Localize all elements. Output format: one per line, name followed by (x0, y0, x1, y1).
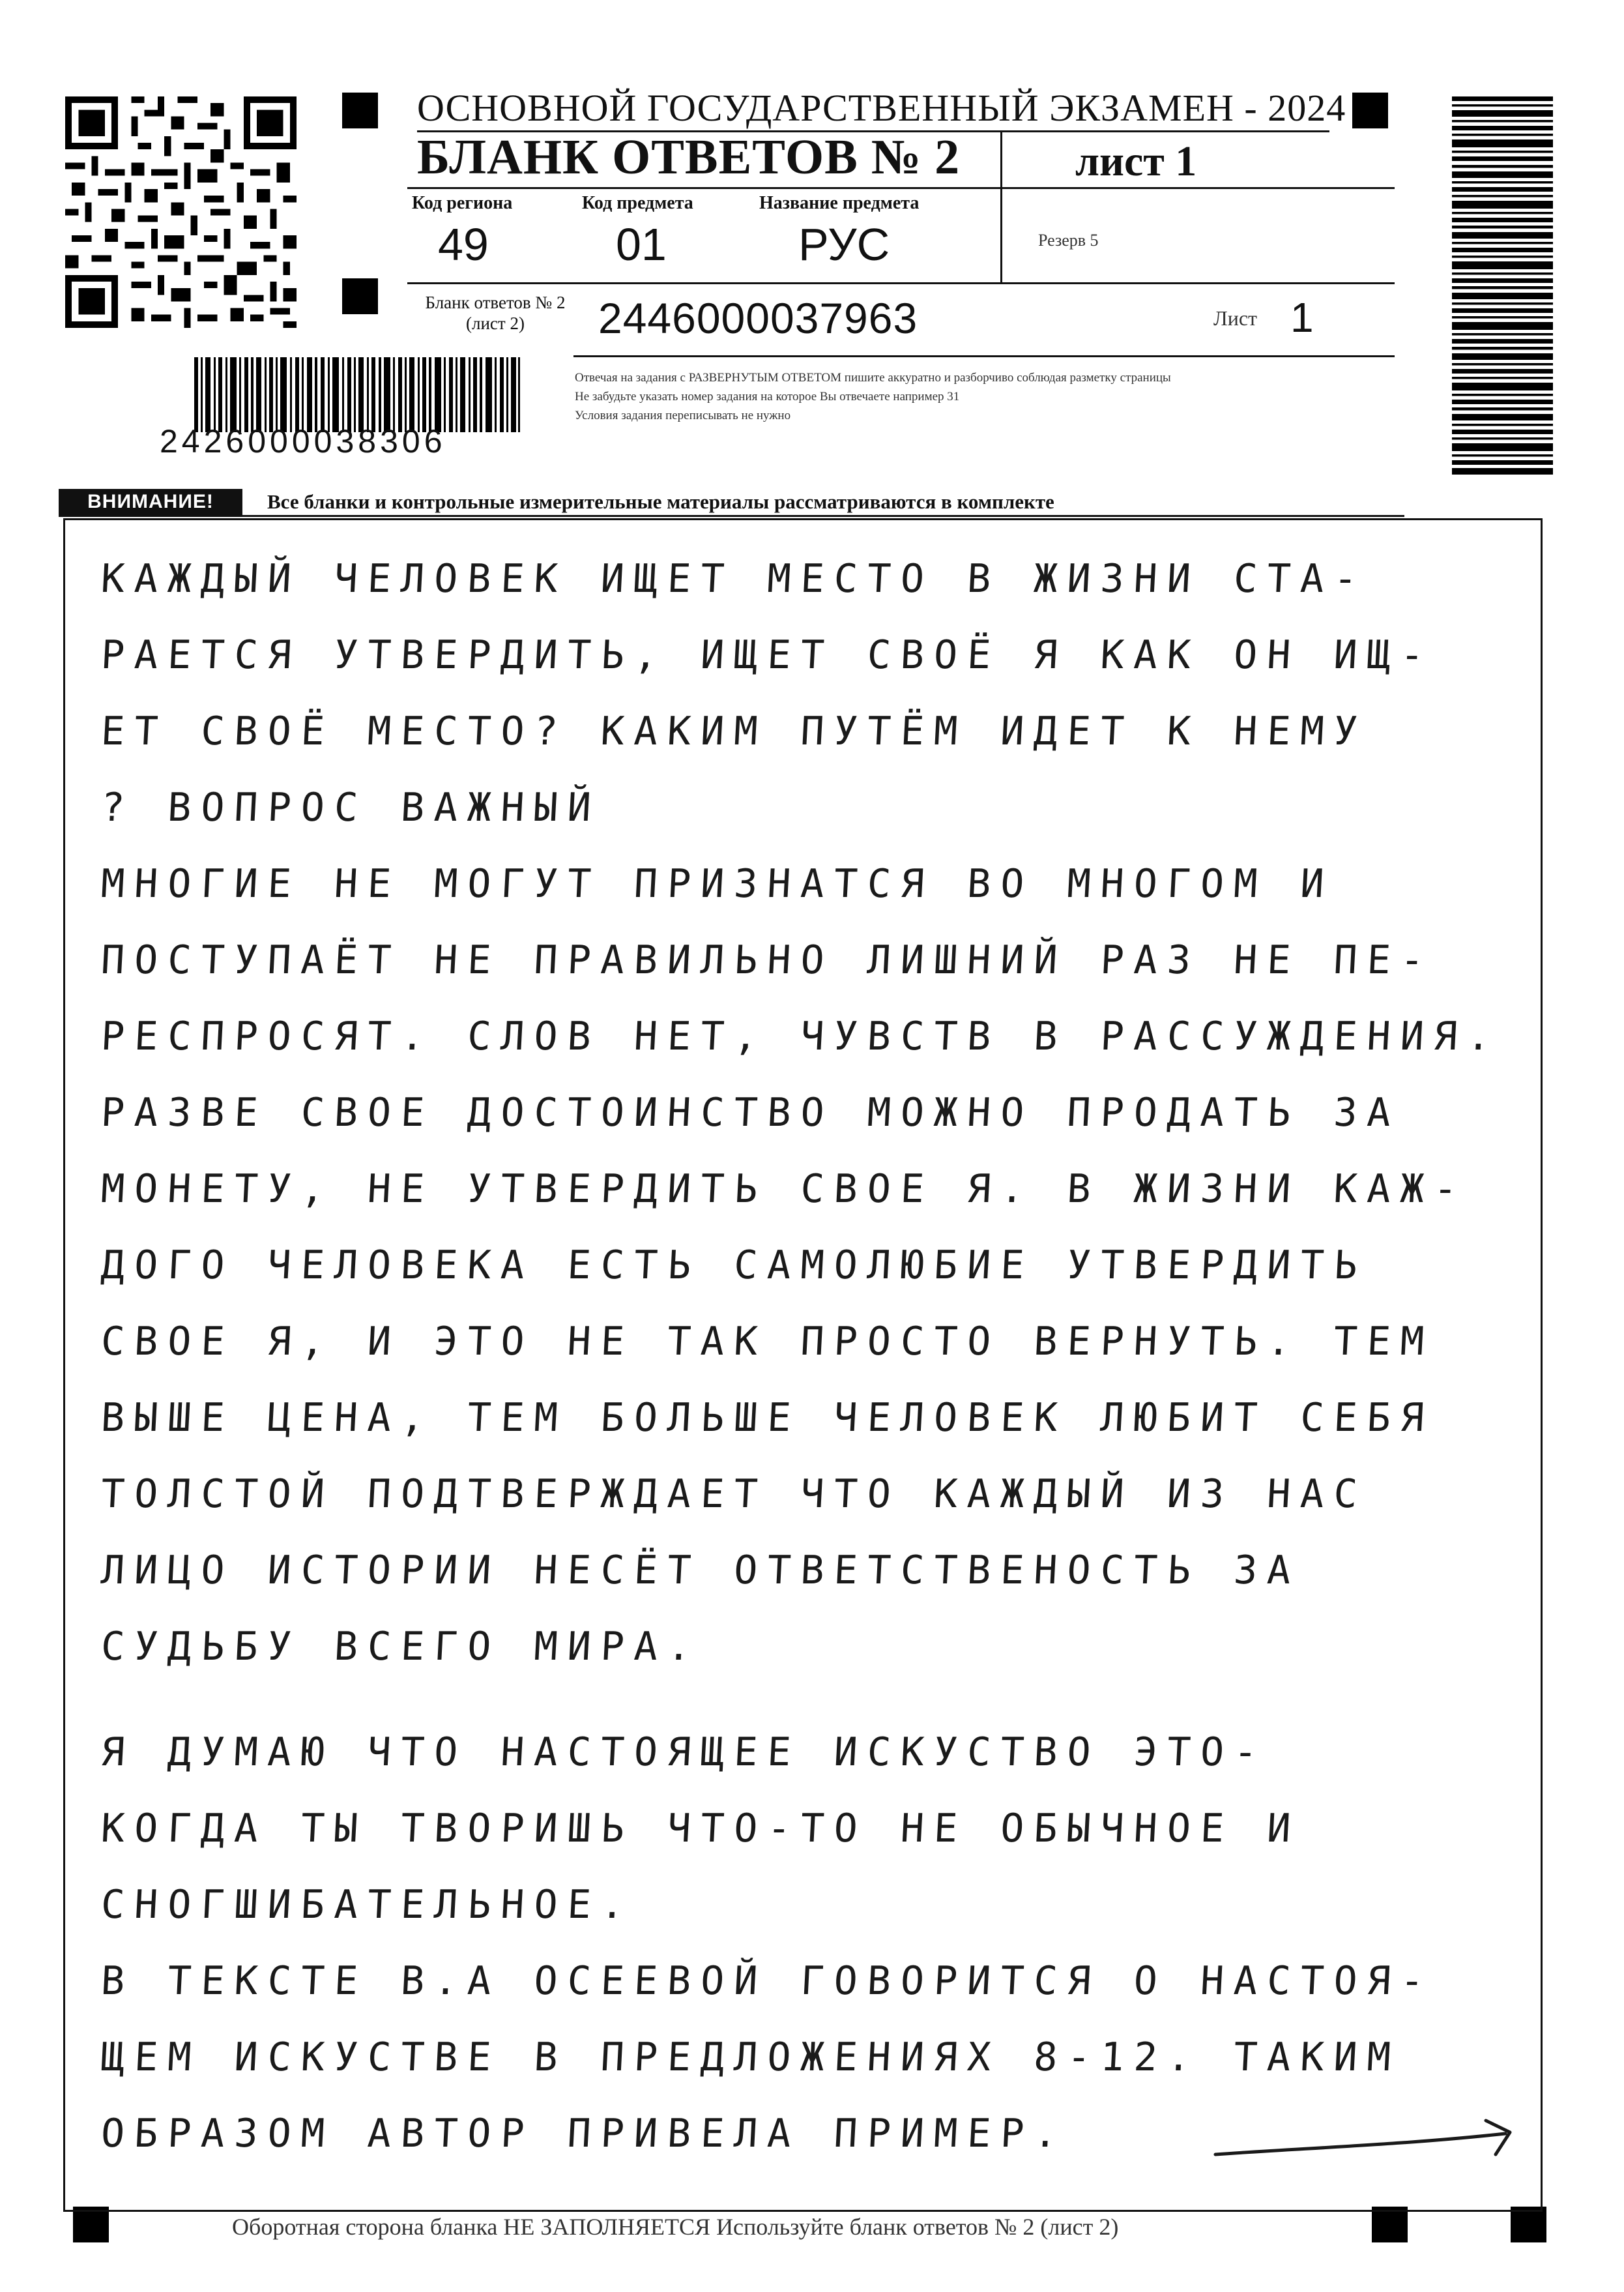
answer-line-18: КОГДА ТЫ ТВОРИШЬ ЧТО-ТО НЕ ОБЫЧНОЕ И (100, 1806, 1302, 1851)
answer-line-3: ЕТ СВОЁ МЕСТО? КАКИМ ПУТЁМ ИДЕТ К НЕМУ (100, 709, 1369, 754)
sheet-label: Лист (1213, 306, 1258, 330)
answer-line-20: В ТЕКСТЕ В.А ОСЕЕВОЙ ГОВОРИТСЯ О НАСТОЯ- (100, 1958, 1435, 2004)
answer-line-15: СУДЬБУ ВСЕГО МИРА. (100, 1624, 703, 1669)
sheet-title: лист 1 (1075, 138, 1197, 185)
instruction-line: Не забудьте указать номер задания на которое Вы отвечаете например 31 (575, 390, 960, 404)
answer-line-2: РАЕТСЯ УТВЕРДИТЬ, ИЩЕТ СВОЁ Я КАК ОН ИЩ- (100, 632, 1435, 678)
subject-name-value: РУС (798, 219, 890, 270)
answer-line-10: ДОГО ЧЕЛОВЕКА ЕСТЬ САМОЛЮБИЕ УТВЕРДИТЬ (100, 1242, 1369, 1288)
alignment-marker-bottom-3 (1511, 2207, 1546, 2242)
subject-code-value: 01 (616, 219, 667, 270)
subject-code-label: Код предмета (582, 193, 693, 213)
answer-line-13: ТОЛСТОЙ ПОДТВЕРЖДАЕТ ЧТО КАЖДЫЙ ИЗ НАС (100, 1471, 1369, 1517)
form-ref-label-line2: (лист 2) (466, 314, 525, 333)
header-divider-vertical (1000, 132, 1002, 282)
answer-line-21: ЩЕМ ИСКУСТВЕ В ПРЕДЛОЖЕНИЯХ 8-12. ТАКИМ (100, 2035, 1402, 2080)
sheet-value: 1 (1290, 294, 1314, 341)
header-rule-2 (407, 282, 1395, 284)
subject-name-label: Название предмета (759, 193, 920, 213)
notice-text: Все бланки и контрольные измерительные материалы рассматриваются в комплекте (267, 490, 1054, 513)
answer-line-17: Я ДУМАЮ ЧТО НАСТОЯЩЕЕ ИСКУСТВО ЭТО- (100, 1729, 1269, 1775)
barcode-vertical-icon (1452, 96, 1553, 475)
header-rule-1 (407, 187, 1395, 189)
alignment-marker-top-2 (1352, 93, 1388, 128)
region-value: 49 (438, 219, 489, 270)
instruction-line: Отвечая на задания с РАЗВЕРНУТЫМ ОТВЕТОМ пишите аккуратно и разборчиво соблюдая разметку страницы (575, 371, 1171, 385)
notice-underline (59, 515, 1404, 517)
header-rule-3 (573, 355, 1395, 357)
alignment-marker-mid (342, 278, 378, 314)
instructions (575, 368, 1171, 425)
answer-line-5: МНОГИЕ НЕ МОГУТ ПРИЗНАТСЯ ВО МНОГОМ И (100, 861, 1335, 907)
alignment-marker-bottom-1 (73, 2207, 109, 2242)
answer-line-4: ? ВОПРОС ВАЖНЫЙ (100, 785, 602, 830)
answer-line-11: СВОЕ Я, И ЭТО НЕ ТАК ПРОСТО ВЕРНУТЬ. ТЕМ (100, 1319, 1435, 1364)
answer-line-14: ЛИЦО ИСТОРИИ НЕСЁТ ОТВЕТСТВЕНОСТЬ ЗА (100, 1548, 1302, 1593)
region-label: Код региона (412, 193, 513, 213)
answer-line-12: ВЫШЕ ЦЕНА, ТЕМ БОЛЬШЕ ЧЕЛОВЕК ЛЮБИТ СЕБЯ (100, 1395, 1435, 1441)
exam-title: ОСНОВНОЙ ГОСУДАРСТВЕННЫЙ ЭКЗАМЕН - 2024 (417, 87, 1346, 129)
barcode-number: 2426000038306 (160, 423, 446, 460)
answer-line-22: ОБРАЗОМ АВТОР ПРИВЕЛА ПРИМЕР. (100, 2111, 1069, 2156)
form-title: БЛАНК ОТВЕТОВ № 2 (417, 130, 961, 184)
reserve-label: Резерв 5 (1038, 231, 1099, 250)
alignment-marker-top-1 (342, 93, 378, 128)
barcode-icon (194, 357, 520, 432)
footer-note: Оборотная сторона бланка НЕ ЗАПОЛНЯЕТСЯ Используйте бланк ответов № 2 (лист 2) (232, 2214, 1119, 2240)
answer-line-6: ПОСТУПАЁТ НЕ ПРАВИЛЬНО ЛИШНИЙ РАЗ НЕ ПЕ- (100, 937, 1435, 983)
form-ref-number: 2446000037963 (598, 294, 918, 342)
qr-code-icon (65, 96, 297, 328)
arrow-icon (1209, 2109, 1522, 2181)
alignment-marker-bottom-2 (1372, 2207, 1408, 2242)
form-ref-label (401, 292, 590, 334)
instruction-line: Условия задания переписывать не нужно (575, 409, 791, 422)
notice-badge: ВНИМАНИЕ! (59, 489, 242, 515)
answer-line-19: СНОГШИБАТЕЛЬНОЕ. (100, 1882, 635, 1928)
form-ref-label-line1: Бланк ответов № 2 (425, 293, 566, 312)
answer-line-7: РЕСПРОСЯТ. СЛОВ НЕТ, ЧУВСТВ В РАССУЖДЕНИЯ. (100, 1014, 1502, 1059)
answer-line-8: РАЗВЕ СВОЕ ДОСТОИНСТВО МОЖНО ПРОДАТЬ ЗА (100, 1090, 1402, 1136)
answer-line-1: КАЖДЫЙ ЧЕЛОВЕК ИЩЕТ МЕСТО В ЖИЗНИ СТА- (100, 556, 1369, 602)
answer-line-9: МОНЕТУ, НЕ УТВЕРДИТЬ СВОЕ Я. В ЖИЗНИ КАЖ- (100, 1166, 1468, 1212)
